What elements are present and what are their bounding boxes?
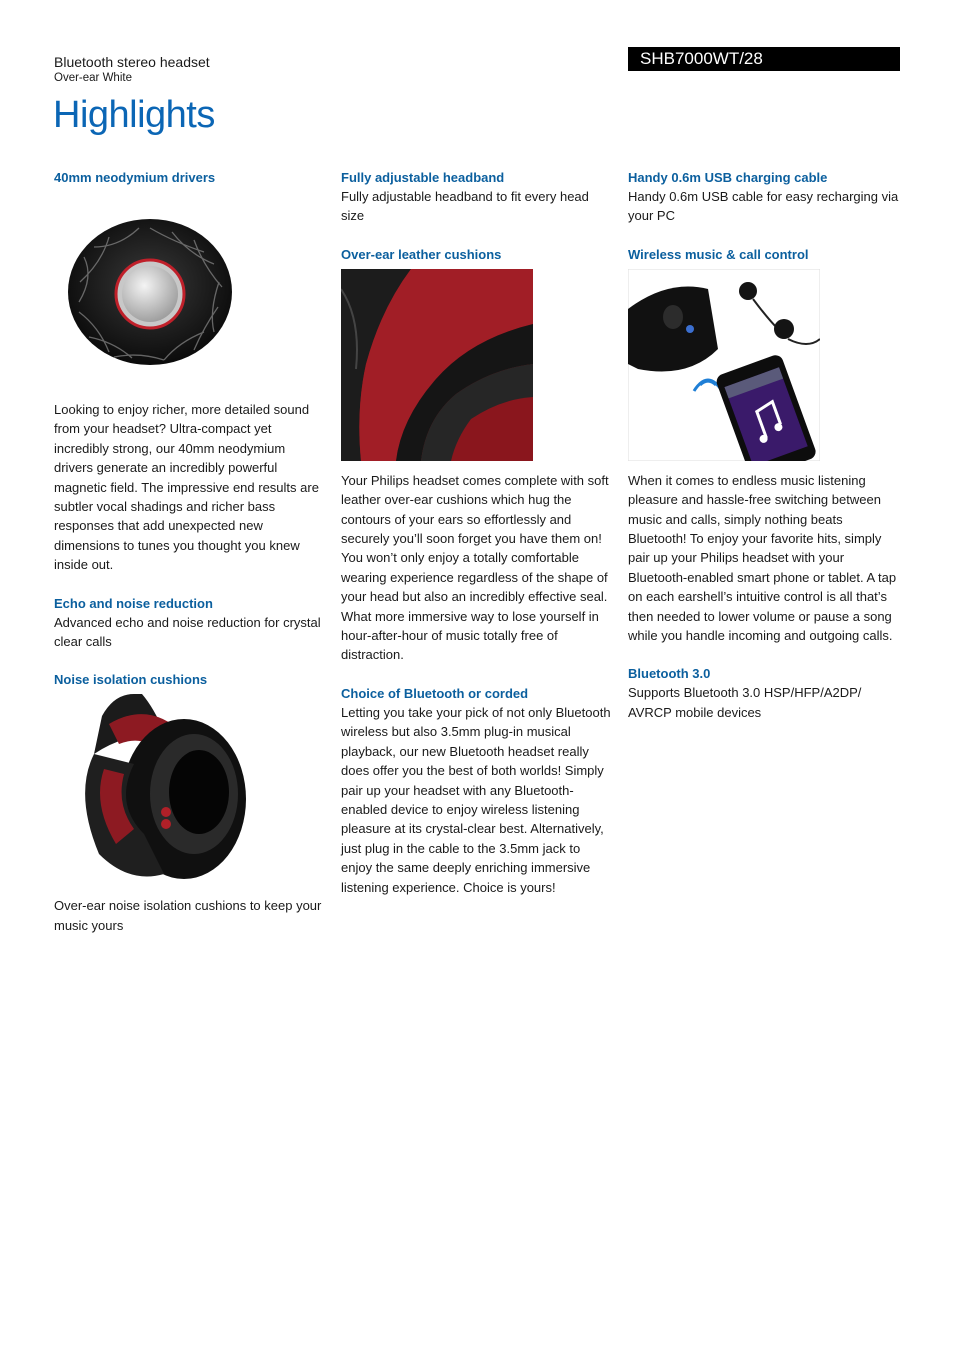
section-text: When it comes to endless music listening pleasure and hassle-free switching between music and calls, simply nothing beats Bluetooth! To enjoy your favorite hits, simply pair up your Philips headset with your Bluetooth-enabled smart phone or tablet. A tap on each earshell’s intuitive control is all that’s then needed to lower volume or pause a song while you handle incoming and outgoing calls. [628, 472, 897, 644]
section-heading: Over-ear leather cushions [341, 246, 502, 262]
section-heading: 40mm neodymium drivers [54, 170, 216, 185]
product-variant: Over-ear White [54, 72, 132, 84]
column-2 [341, 168, 613, 897]
section-heading: Wireless music & call control [628, 246, 809, 262]
headset-earcup-image [54, 694, 246, 886]
section-text: Advanced echo and noise reduction for crystal clear calls [54, 614, 321, 650]
section-heading: Bluetooth 3.0 [628, 666, 711, 682]
column-3 [628, 168, 900, 722]
page-title: Highlights [53, 94, 215, 136]
section-heading: Choice of Bluetooth or corded [341, 685, 529, 701]
driver-image [54, 192, 246, 384]
leather-cushion-image [341, 269, 533, 461]
section-text: Over-ear noise isolation cushions to keep your music yours [54, 898, 322, 933]
section-heading: Fully adjustable headband [341, 170, 505, 185]
section-text: Fully adjustable headband to fit every head size [341, 189, 589, 224]
section-text: Handy 0.6m USB cable for easy recharging via your PC [628, 189, 899, 224]
section-heading: Noise isolation cushions [54, 672, 208, 688]
model-badge: SHB7000WT/28 [628, 47, 900, 71]
section-heading: Handy 0.6m USB charging cable [628, 170, 828, 185]
section-text: Supports Bluetooth 3.0 HSP/HFP/A2DP/ AVRCP mobile devices [628, 685, 862, 720]
phone-control-image [628, 269, 820, 461]
section-text: Letting you take your pick of not only Bluetooth wireless but also 3.5mm plug-in musical playback, our new Bluetooth headset really does offer you the best of both worlds! Simply pair up your headset with any Bluetooth-enabled device to enjoy wireless listening pleasure at its crystal-clear best. Alternatively, just plug in the cable to the 3.5mm jack to enjoy the same deeply enriching immersive listening experience. Choice is yours! [341, 704, 611, 895]
column-1 [54, 168, 326, 935]
section-text: Your Philips headset comes complete with soft leather over-ear cushions which hug the contours of your ears so effortlessly and securely you’ll soon forget you have them on! You won’t only enjoy a totally comfortable wearing experience regardless of the shape of your head but also an incredibly effective seal. What more immersive way to lose yourself in hour-after-hour of music totally free of distraction. [341, 472, 609, 663]
section-heading: Echo and noise reduction [54, 595, 213, 611]
product-type: Bluetooth stereo headset [54, 54, 210, 70]
section-text: Looking to enjoy richer, more detailed sound from your headset? Ultra-compact yet incredibly strong, our 40mm neodymium drivers generate an incredibly powerful magnetic field. The impressive end results are subtler vocal shadings and richer bass responses that add unexpected new dimensions to tunes you thought you knew inside out. [54, 402, 319, 573]
